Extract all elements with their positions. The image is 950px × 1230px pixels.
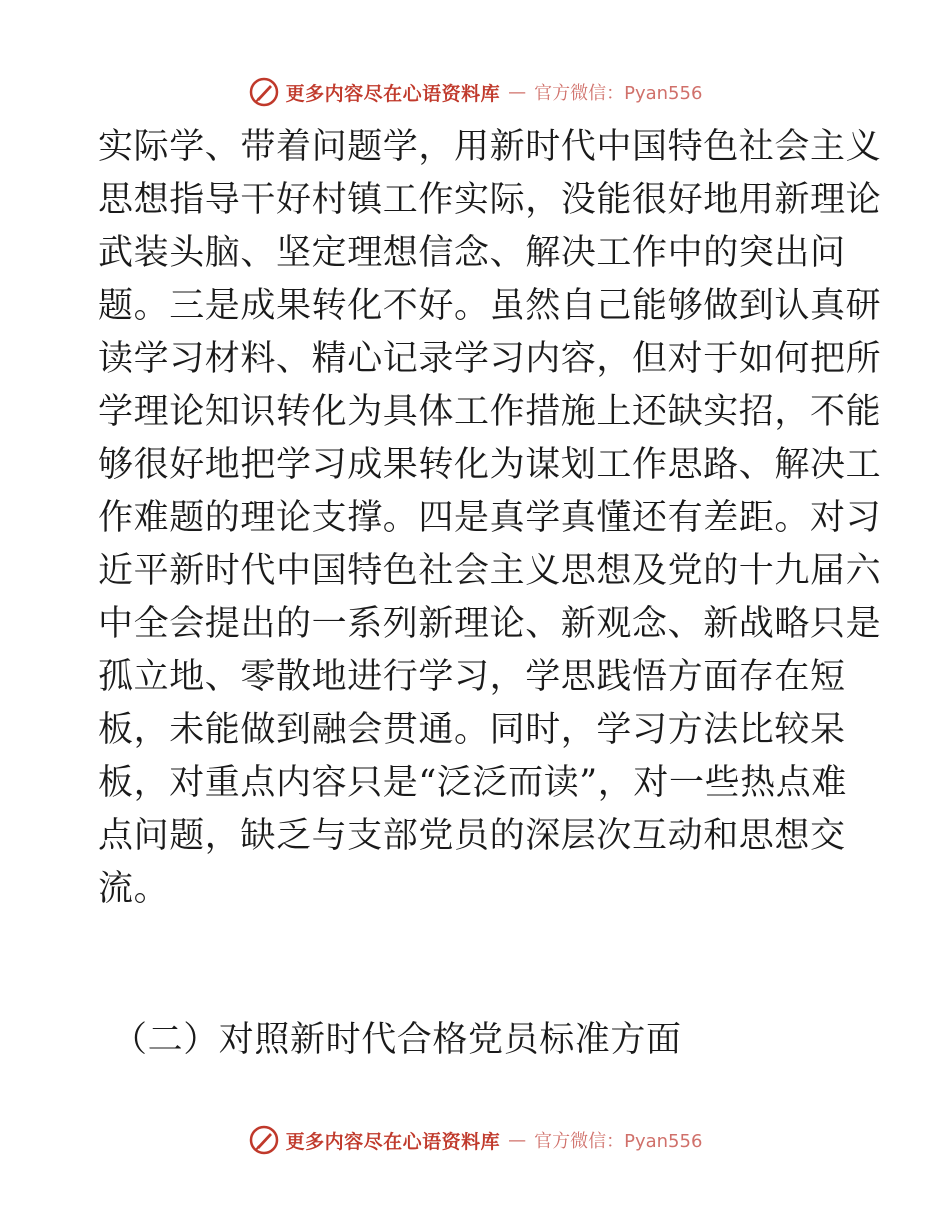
body-line: 中全会提出的一系列新理论、新观念、新战略只是: [98, 604, 882, 644]
body-paragraph: [98, 121, 882, 916]
body-line: 近平新时代中国特色社会主义思想及党的十九届六: [98, 551, 882, 591]
banner-main-text: 更多内容尽在心语资料库: [285, 82, 501, 105]
section-heading: （二）对照新时代合格党员标准方面: [112, 1020, 682, 1060]
quill-logo-icon: [248, 1124, 280, 1156]
quill-logo-icon: [248, 76, 280, 108]
body-line: 学理论知识转化为具体工作措施上还缺实招，不能: [98, 392, 882, 432]
body-line: 思想指导干好村镇工作实际，没能很好地用新理论: [98, 180, 882, 220]
banner-separator: —: [508, 1129, 527, 1151]
body-line: 流。: [98, 869, 170, 909]
body-line: 作难题的理论支撑。四是真学真懂还有差距。对习: [98, 498, 882, 538]
body-line: 板，对重点内容只是“泛泛而读”，对一些热点难: [98, 763, 847, 803]
body-line: 题。三是成果转化不好。虽然自己能够做到认真研: [98, 286, 882, 326]
banner-separator: —: [508, 81, 527, 103]
footer-banner: [0, 1120, 950, 1160]
banner-main-text: 更多内容尽在心语资料库: [285, 1130, 501, 1153]
body-line: 够很好地把学习成果转化为谋划工作思路、解决工: [98, 445, 882, 485]
header-banner: [0, 72, 950, 112]
banner-wechat-text: 官方微信：Pyan556: [534, 1131, 703, 1152]
body-line: 孤立地、零散地进行学习，学思践悟方面存在短: [98, 657, 846, 697]
body-line: 板，未能做到融会贯通。同时，学习方法比较呆: [98, 710, 846, 750]
body-line: 点问题，缺乏与支部党员的深层次互动和思想交: [98, 816, 846, 856]
banner-wechat-text: 官方微信：Pyan556: [534, 83, 703, 104]
body-line: 武装头脑、坚定理想信念、解决工作中的突出问: [98, 233, 846, 273]
body-line: 读学习材料、精心记录学习内容，但对于如何把所: [98, 339, 882, 379]
body-line: 实际学、带着问题学，用新时代中国特色社会主义: [98, 127, 882, 167]
